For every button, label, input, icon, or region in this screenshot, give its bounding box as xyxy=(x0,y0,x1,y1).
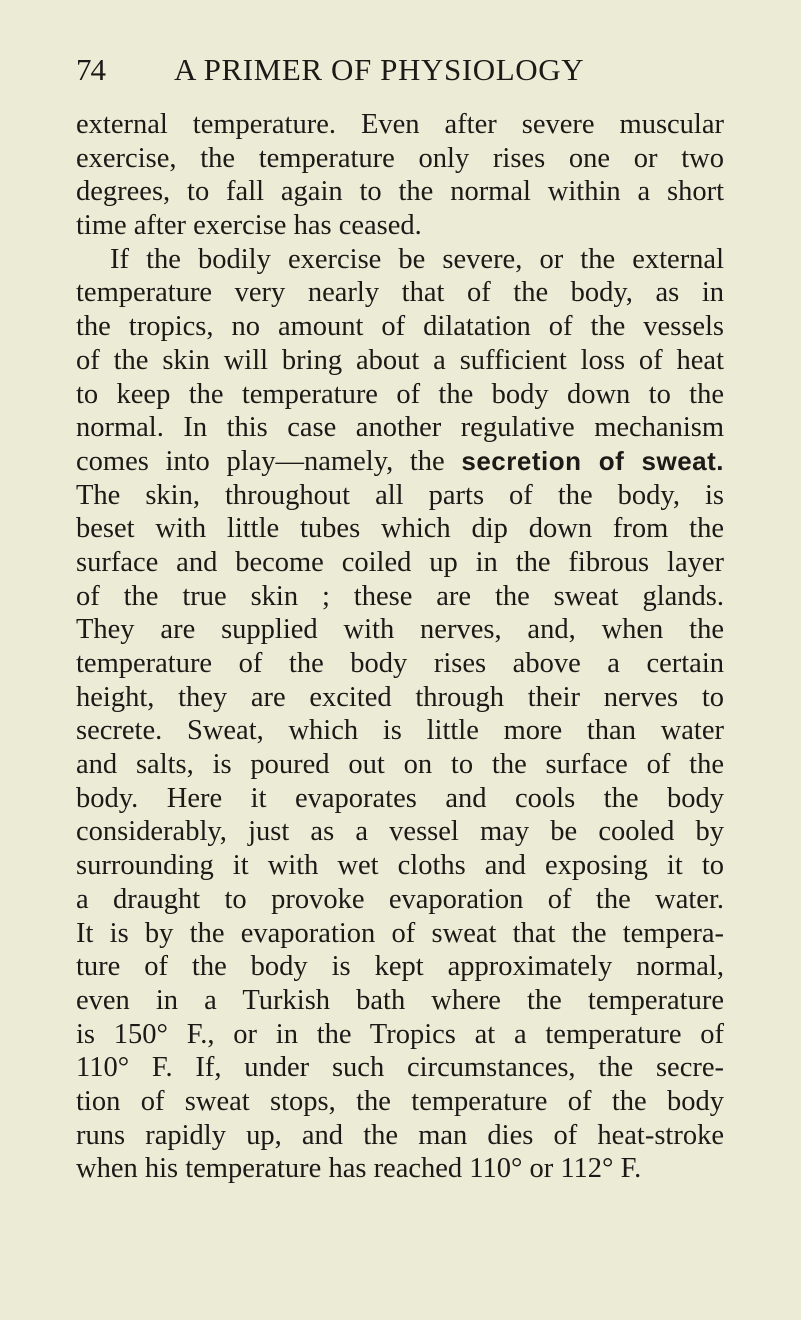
running-head xyxy=(76,50,716,90)
body-text xyxy=(76,108,724,1186)
text-line: runs rapidly up, and the man dies of heat-stroke xyxy=(76,1119,724,1151)
text-line: and salts, is poured out on to the surface of the xyxy=(76,749,724,781)
text-line: ture of the body is kept approximately normal, xyxy=(76,951,724,983)
text-line: beset with little tubes which dip down from the xyxy=(76,513,724,545)
text-line: tion of sweat stops, the temperature of the body xyxy=(76,1085,724,1117)
text-line: degrees, to fall again to the normal within a short xyxy=(76,176,724,208)
text-line: temperature very nearly that of the body, as in xyxy=(76,277,724,309)
running-title: A PRIMER OF PHYSIOLOGY xyxy=(174,52,585,87)
text-line: even in a Turkish bath where the temperature xyxy=(76,984,724,1016)
paragraph-first-line: If the bodily exercise be severe, or the external xyxy=(110,243,724,275)
text-line: of the true skin ; these are the sweat glands. xyxy=(76,580,724,612)
text-line: They are supplied with nerves, and, when the xyxy=(76,614,724,646)
text-line: external temperature. Even after severe muscular xyxy=(76,109,724,140)
text-line-with-emphasis xyxy=(76,445,724,479)
text-line: normal. In this case another regulative mechanism xyxy=(76,412,724,444)
text-line: is 150° F., or in the Tropics at a temperature of xyxy=(76,1018,724,1050)
page-number: 74 xyxy=(76,52,105,87)
text-line: when his temperature has reached 110° or 112° F. xyxy=(76,1153,642,1185)
text-line: It is by the evaporation of sweat that the tempera- xyxy=(76,917,724,949)
text-line: secrete. Sweat, which is little more than water xyxy=(76,715,724,747)
text-line: of the skin will bring about a sufficient loss of heat xyxy=(76,344,724,376)
emphasis-term: secretion of sweat. xyxy=(461,445,725,476)
text-run: comes into play—namely, the xyxy=(76,445,445,477)
text-line: a draught to provoke evaporation of the water. xyxy=(76,883,724,915)
text-line: considerably, just as a vessel may be cooled by xyxy=(76,816,724,848)
text-line: 110° F. If, under such circumstances, the secre- xyxy=(76,1052,724,1084)
text-line: surrounding it with wet cloths and exposing it to xyxy=(76,850,724,882)
text-line: exercise, the temperature only rises one or two xyxy=(76,142,724,174)
text-line: to keep the temperature of the body down to the xyxy=(76,378,724,410)
text-line: surface and become coiled up in the fibrous layer xyxy=(76,546,724,578)
text-line: The skin, throughout all parts of the body, is xyxy=(76,479,724,511)
text-line: the tropics, no amount of dilatation of the vessels xyxy=(76,311,724,343)
text-line: height, they are excited through their nerves to xyxy=(76,681,724,713)
text-line: time after exercise has ceased. xyxy=(76,210,422,242)
text-line: temperature of the body rises above a certain xyxy=(76,648,724,679)
text-line: body. Here it evaporates and cools the body xyxy=(76,782,724,814)
